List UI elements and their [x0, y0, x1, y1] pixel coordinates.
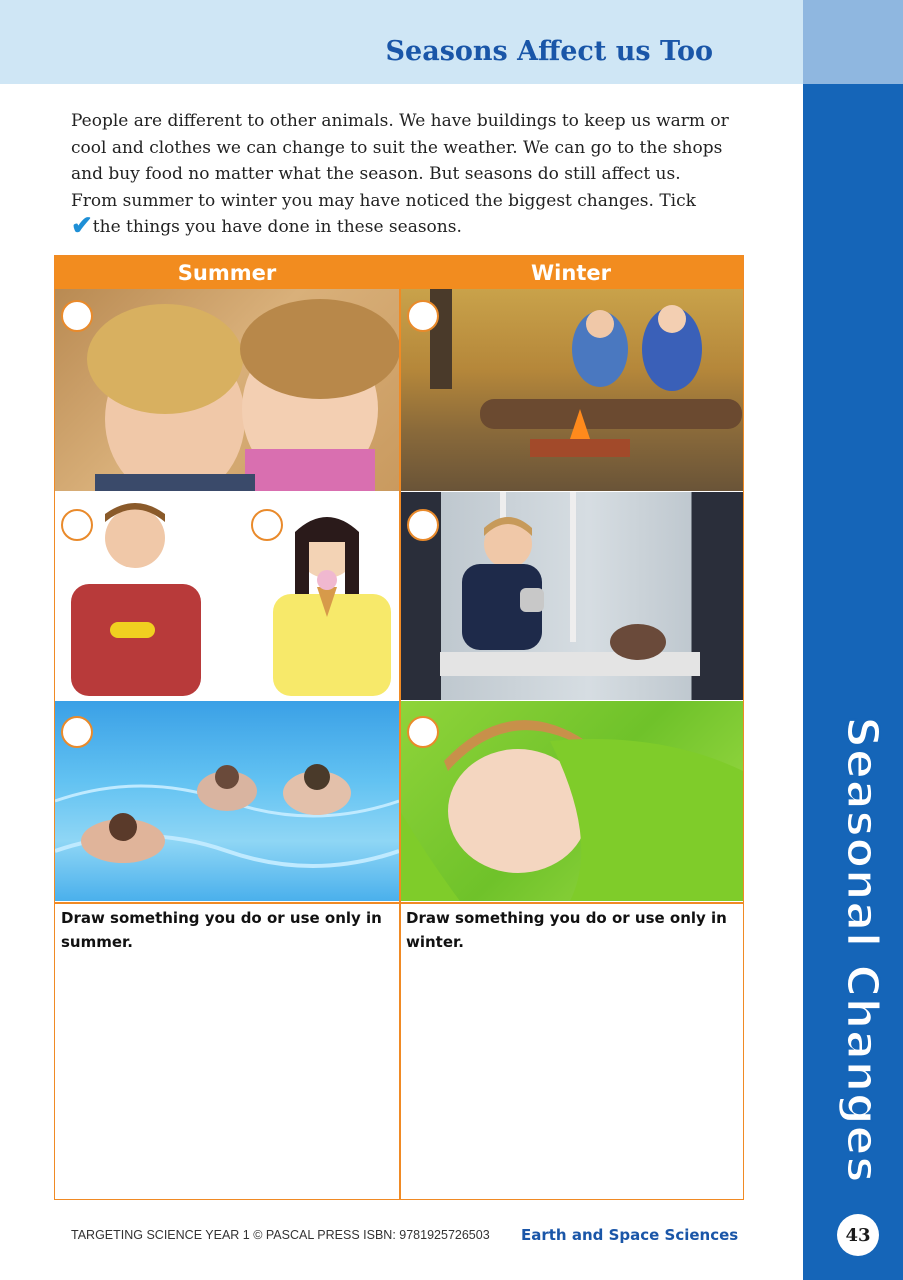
season-grid	[54, 255, 744, 1200]
side-title: Seasonal Changes	[836, 716, 888, 1184]
column-divider	[399, 289, 401, 1199]
footer-copyright: TARGETING SCIENCE YEAR 1 © PASCAL PRESS ISBN: 9781925726503	[71, 1228, 490, 1242]
winter-header: Winter	[399, 256, 743, 289]
tick-circle-winter-1[interactable]	[407, 300, 439, 332]
tick-circle-summer-3[interactable]	[61, 716, 93, 748]
photo-blanket-child-art	[400, 701, 743, 901]
photo-children-outdoors	[55, 289, 399, 491]
tick-circle-summer-1[interactable]	[61, 300, 93, 332]
photo-summer-food	[55, 492, 399, 700]
summer-draw-prompt: Draw something you do or use only in summer.	[61, 909, 382, 951]
photo-campfire-art	[400, 289, 743, 491]
check-mark-icon: ✔	[71, 211, 93, 241]
photo-summer-food-art	[55, 492, 399, 700]
tick-circle-summer-2a[interactable]	[61, 509, 93, 541]
drawing-row-divider	[55, 902, 743, 904]
photo-blanket-child	[400, 701, 743, 901]
intro-text-end: the things you have done in these seasons.	[92, 217, 462, 237]
page-number: 43	[837, 1214, 879, 1256]
intro-paragraph	[71, 108, 731, 241]
photo-window-boy	[400, 492, 743, 700]
page-title: Seasons Affect us Too	[385, 36, 713, 67]
intro-text: People are different to other animals. We have buildings to keep us warm or cool and clothes we can change to suit the weather. We can go to the shops and buy food no matter what the season. But seasons do still affect us. From summer to winter you may have noticed the biggest changes. Tick	[71, 111, 729, 211]
photo-swimming-art	[55, 701, 399, 901]
photo-children-outdoors-art	[55, 289, 399, 491]
summer-header: Summer	[55, 256, 399, 289]
photo-campfire	[400, 289, 743, 491]
tick-circle-winter-3[interactable]	[407, 716, 439, 748]
side-band-top	[803, 0, 903, 84]
tick-circle-summer-2b[interactable]	[251, 509, 283, 541]
winter-draw-prompt: Draw something you do or use only in winter.	[406, 909, 727, 951]
photo-swimming	[55, 701, 399, 901]
footer-section: Earth and Space Sciences	[521, 1226, 739, 1244]
photo-window-boy-art	[400, 492, 743, 700]
tick-circle-winter-2[interactable]	[407, 509, 439, 541]
